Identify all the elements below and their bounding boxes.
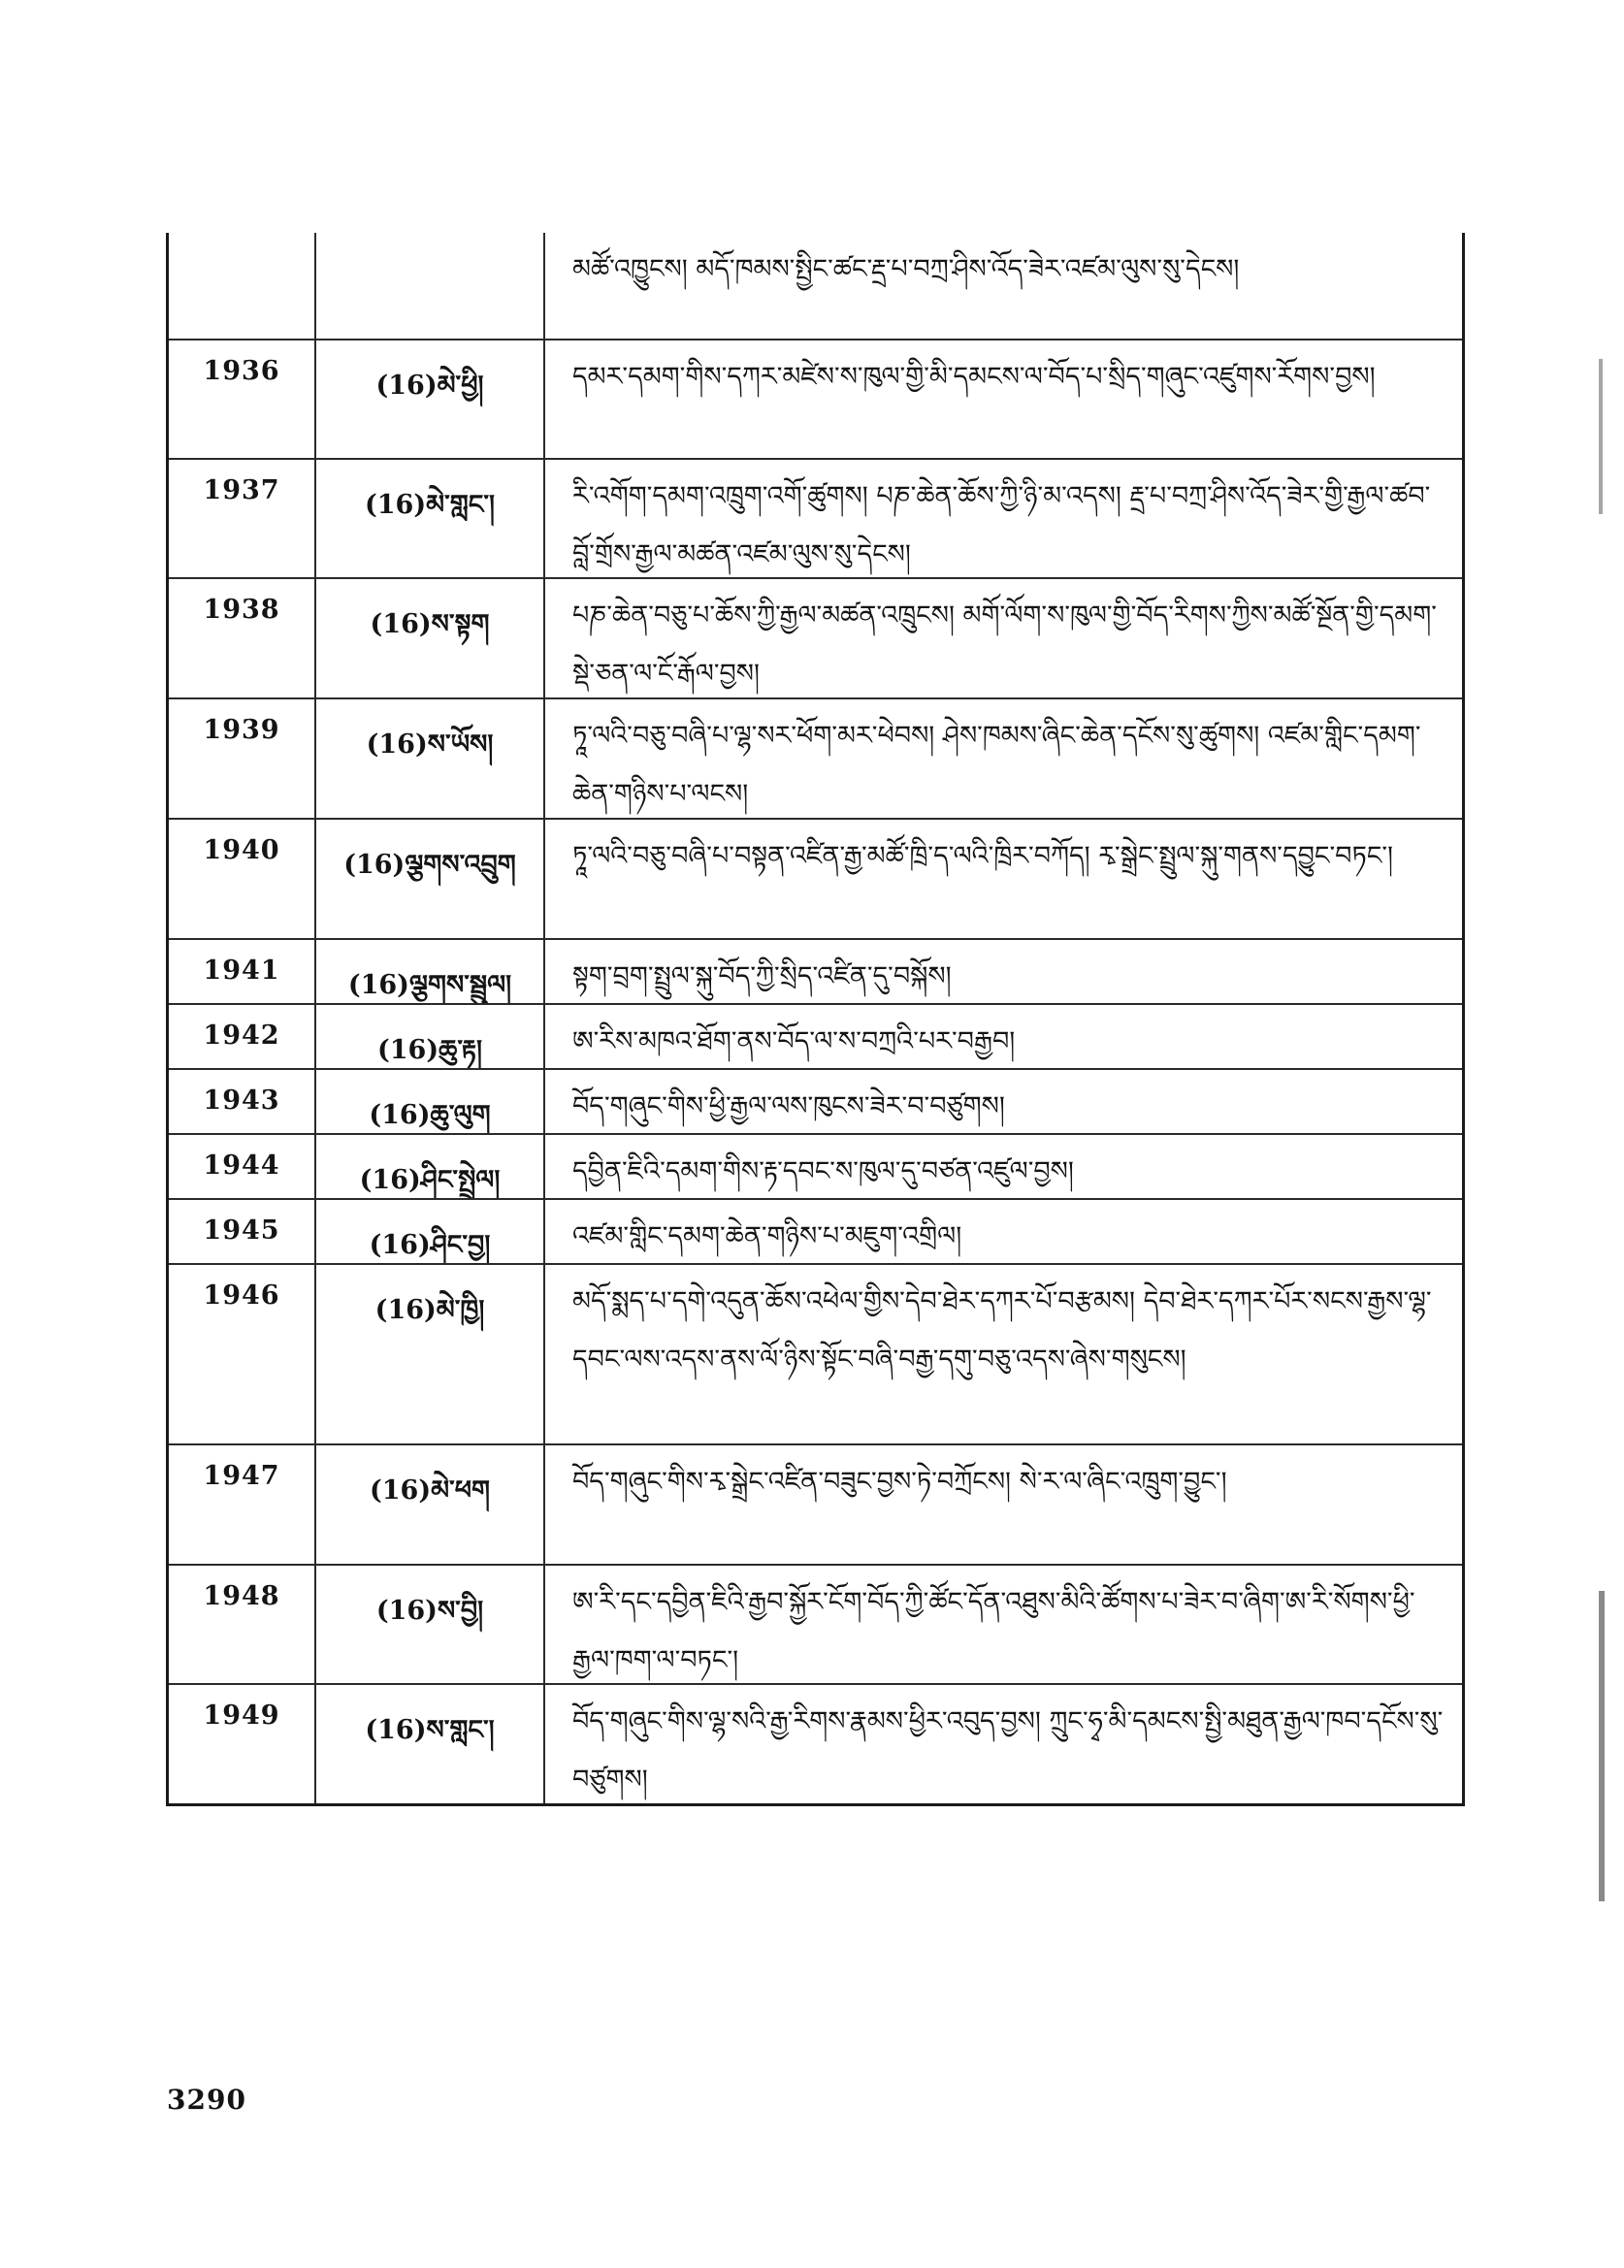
cycle-cell: (16)ལྕགས་སྦྲུལ། bbox=[316, 940, 545, 1003]
cycle-cell: (16)མེ་ཁྱི། bbox=[316, 1265, 545, 1443]
cycle-cell: (16)ཤིང་སྤྲེལ། bbox=[316, 1135, 545, 1198]
scan-edge-mark bbox=[1599, 1591, 1605, 1901]
table-row bbox=[169, 938, 1462, 1003]
year-cell: 1949 bbox=[169, 1685, 316, 1803]
cycle-cell: (16)ཆུ་ལུག bbox=[316, 1070, 545, 1133]
year-cell: 1941 bbox=[169, 940, 316, 1003]
year-cell bbox=[169, 233, 316, 339]
table-row bbox=[169, 1564, 1462, 1683]
year-cell: 1946 bbox=[169, 1265, 316, 1443]
event-cell: ཏཱ་ལའི་བཅུ་བཞི་པ་བསྟན་འཛིན་རྒྱ་མཚོ་ཁྲི་ད་ལའི་ཁྲིར་བཀོད། རྭ་སྒྲེང་སྤྲུལ་སྐུ་གནས་དབྱུང་བཏང་། bbox=[572, 841, 1394, 871]
table-row bbox=[169, 577, 1462, 697]
event-cell: ཏཱ་ལའི་བཅུ་བཞི་པ་ལྷ་སར་ཕོག་མར་ཕེབས། ཤེས་ཁམས་ཞིང་ཆེན་དངོས་སུ་ཚུགས། འཛམ་གླིང་དམག་ཆེན་གཉིས་པ་ལངས། bbox=[572, 721, 1421, 809]
event-cell: རི་འགོག་དམག་འཁྲུག་འགོ་ཚུགས། པཎ་ཆེན་ཆོས་ཀྱི་ཉི་མ་འདས། རྡྲ་པ་བཀྲ་ཤིས་འོད་ཟེར་གྱི་རྒྱལ་ཚབ་བློ་གྲོས་རྒྱལ་མཚན་འཛམ་ལུས་སུ་དེངས། bbox=[572, 481, 1431, 569]
cycle-cell: (16)མེ་ཕག bbox=[316, 1445, 545, 1564]
year-cell: 1942 bbox=[169, 1005, 316, 1068]
event-cell: བོད་གཞུང་གིས་ལྷ་སའི་རྒྱ་རིགས་རྣམས་ཕྱིར་འབུད་བྱས། ཀྲུང་ཧྭ་མི་དམངས་སྤྱི་མཐུན་རྒྱལ་ཁབ་དངོས་སུ་བཙུགས། bbox=[572, 1706, 1444, 1795]
table-row bbox=[169, 1133, 1462, 1198]
event-cell: བོད་གཞུང་གིས་ཕྱི་རྒྱལ་ལས་ཁུངས་ཟེར་བ་བཙུགས། bbox=[572, 1091, 1005, 1121]
event-cell: འཛམ་གླིང་དམག་ཆེན་གཉིས་པ་མཇུག་འགྲིལ། bbox=[572, 1221, 962, 1251]
table-row bbox=[169, 1443, 1462, 1564]
event-cell: ཨ་རི་དང་དབྱིན་ཇིའི་རྒྱབ་སྐྱོར་ངོག་བོད་ཀྱི་ཚོང་དོན་འཐུས་མིའི་ཚོགས་པ་ཟེར་བ་ཞིག་ཨ་རི་སོགས་ཕྱི་རྒྱལ་ཁག་ལ་བཏང་། bbox=[572, 1587, 1415, 1675]
table-row bbox=[169, 339, 1462, 458]
table-row bbox=[169, 1683, 1462, 1803]
table-row bbox=[169, 1003, 1462, 1068]
table-row bbox=[169, 1263, 1462, 1443]
cycle-cell: (16)ལྕགས་འབྲུག bbox=[316, 820, 545, 938]
year-cell: 1943 bbox=[169, 1070, 316, 1133]
cycle-cell: (16)ས་གླང་། bbox=[316, 1685, 545, 1803]
year-cell: 1938 bbox=[169, 579, 316, 697]
cycle-cell: (16)ཤིང་བྱ། bbox=[316, 1200, 545, 1263]
year-cell: 1945 bbox=[169, 1200, 316, 1263]
cycle-cell: (16)ས་ཡོས། bbox=[316, 699, 545, 818]
event-cell: དབྱིན་ཇིའི་དམག་གིས་རྟ་དབང་ས་ཁུལ་དུ་བཙན་འཛུལ་བྱས། bbox=[572, 1156, 1074, 1186]
cycle-cell: (16)ས་སྟག bbox=[316, 579, 545, 697]
table-row bbox=[169, 233, 1462, 339]
year-cell: 1948 bbox=[169, 1566, 316, 1683]
chronology-table bbox=[166, 233, 1465, 1806]
event-cell: དམར་དམག་གིས་དཀར་མཛེས་ས་ཁུལ་གྱི་མི་དམངས་ལ་བོད་པ་སྲིད་གཞུང་འཛུགས་རོགས་བྱས། bbox=[572, 362, 1376, 392]
year-cell: 1936 bbox=[169, 340, 316, 458]
table-row bbox=[169, 1198, 1462, 1263]
event-cell: པཎ་ཆེན་བཅུ་པ་ཆོས་ཀྱི་རྒྱལ་མཚན་འཁྲུངས། མགོ་ལོག་ས་ཁུལ་གྱི་བོད་རིགས་ཀྱིས་མཚོ་སྔོན་གྱི་དམག་སྡེ་ཅན་ལ་ངོ་རྒོལ་བྱས། bbox=[572, 600, 1437, 689]
cycle-cell: (16)ས་བྱི། bbox=[316, 1566, 545, 1683]
year-cell: 1940 bbox=[169, 820, 316, 938]
page-number: 3290 bbox=[167, 2084, 246, 2116]
cycle-cell: (16)མེ་གླང་། bbox=[316, 460, 545, 577]
event-cell: བོད་གཞུང་གིས་རྭ་སྒྲེང་འཛིན་བཟུང་བྱས་ཏེ་བཀྲོངས། སེ་ར་ལ་ཞིང་འཁྲུག་བྱུང་། bbox=[572, 1467, 1227, 1497]
scan-edge-mark bbox=[1599, 359, 1603, 514]
cycle-cell bbox=[316, 233, 545, 339]
table-row bbox=[169, 818, 1462, 938]
year-cell: 1939 bbox=[169, 699, 316, 818]
year-cell: 1947 bbox=[169, 1445, 316, 1564]
cycle-cell: (16)ཆུ་རྟ། bbox=[316, 1005, 545, 1068]
event-cell: མཚོ་འཁྱུངས། མདོ་ཁམས་སྤྱིང་ཚང་རྡྲ་པ་བཀྲ་ཤིས་འོད་ཟེར་འཛམ་ལུས་སུ་དེངས། bbox=[572, 254, 1240, 284]
event-cell: མདོ་སྨད་པ་དགེ་འདུན་ཆོས་འཕེལ་གྱིས་དེབ་ཐེར་དཀར་པོ་བརྩམས། དེབ་ཐེར་དཀར་པོར་སངས་རྒྱས་ལྷ་དབང་ལས་འདས་ནས་ལོ་ཉིས་སྟོང་བཞི་བརྒྱ་དགུ་བཅུ་འདས་ཞེས་གསུངས། bbox=[572, 1286, 1432, 1375]
event-cell: ཨ་རིས་མཁའ་ཐོག་ནས་བོད་ལ་ས་བཀྲའི་པར་བརྒྱབ། bbox=[572, 1026, 1016, 1056]
table-row bbox=[169, 697, 1462, 818]
event-cell: སྟག་བྲག་སྤྲུལ་སྐུ་བོད་ཀྱི་སྲིད་འཛིན་དུ་བསྐོས། bbox=[572, 961, 952, 991]
year-cell: 1937 bbox=[169, 460, 316, 577]
table-row bbox=[169, 1068, 1462, 1133]
table-row bbox=[169, 458, 1462, 577]
year-cell: 1944 bbox=[169, 1135, 316, 1198]
cycle-cell: (16)མེ་ཕྱི། bbox=[316, 340, 545, 458]
